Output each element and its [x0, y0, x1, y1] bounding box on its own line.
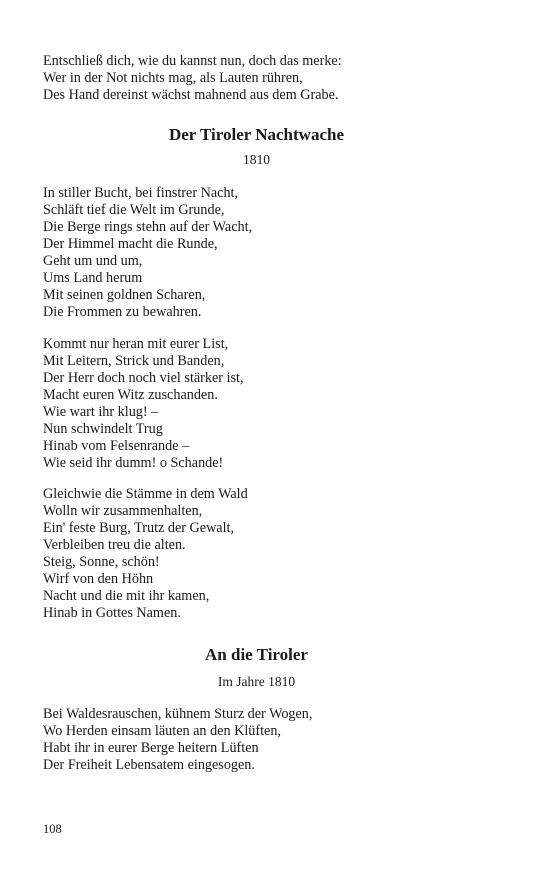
verse-line: Der Herr doch noch viel stärker ist, [43, 370, 244, 386]
poem-subtitle: Im Jahre 1810 [217, 674, 296, 689]
verse-line: Nacht und die mit ihr kamen, [43, 588, 210, 604]
verse-line: Wer in der Not nichts mag, als Lauten rühren, [43, 70, 303, 86]
poem1-stanza-1 [43, 185, 513, 321]
verse-line: Wie wart ihr klug! – [43, 404, 159, 420]
verse-line: Ein' feste Burg, Trutz der Gewalt, [43, 520, 235, 536]
poem2-stanza-1 [43, 706, 513, 774]
poem1-stanza-2 [43, 336, 513, 472]
verse-line: Der Freiheit Lebensatem eingesogen. [43, 757, 255, 773]
verse-line: Steig, Sonne, schön! [43, 554, 160, 570]
poem1-stanza-3 [43, 486, 513, 622]
verse-line: Wolln wir zusammenhalten, [43, 503, 203, 519]
verse-line: Bei Waldesrauschen, kühnem Sturz der Wogen, [43, 706, 313, 722]
verse-line: Schläft tief die Welt im Grunde, [43, 202, 225, 218]
verse-line: Entschließ dich, wie du kannst nun, doch das merke: [43, 53, 342, 69]
verse-line: Hinab vom Felsenrande – [43, 438, 190, 454]
verse-line: Die Berge rings stehn auf der Wacht, [43, 219, 253, 235]
verse-line: Macht euren Witz zuschanden. [43, 387, 218, 403]
verse-line: Wie seid ihr dumm! o Schande! [43, 455, 224, 471]
verse-line: In stiller Bucht, bei finstrer Nacht, [43, 185, 239, 201]
verse-line: Kommt nur heran mit eurer List, [43, 336, 229, 352]
verse-line: Geht um und um, [43, 253, 143, 269]
page-number: 108 [43, 822, 62, 836]
verse-line: Wirf von den Höhn [43, 571, 154, 587]
verse-line: Der Himmel macht die Runde, [43, 236, 218, 252]
poem-title: An die Tiroler [205, 645, 308, 664]
intro-stanza [43, 53, 513, 104]
verse-line: Nun schwindelt Trug [43, 421, 163, 437]
verse-line: Verbleiben treu die alten. [43, 537, 186, 553]
verse-line: Die Frommen zu bewahren. [43, 304, 202, 320]
verse-line: Wo Herden einsam läuten an den Klüften, [43, 723, 281, 739]
verse-line: Mit seinen goldnen Scharen, [43, 287, 206, 303]
verse-line: Des Hand dereinst wächst mahnend aus dem Grabe. [43, 87, 339, 103]
verse-line: Habt ihr in eurer Berge heitern Lüften [43, 740, 259, 756]
poem-title: Der Tiroler Nachtwache [168, 125, 344, 144]
verse-line: Ums Land herum [43, 270, 143, 286]
poem-year: 1810 [243, 152, 270, 167]
verse-line: Mit Leitern, Strick und Banden, [43, 353, 225, 369]
verse-line: Gleichwie die Stämme in dem Wald [43, 486, 248, 502]
verse-line: Hinab in Gottes Namen. [43, 605, 181, 621]
